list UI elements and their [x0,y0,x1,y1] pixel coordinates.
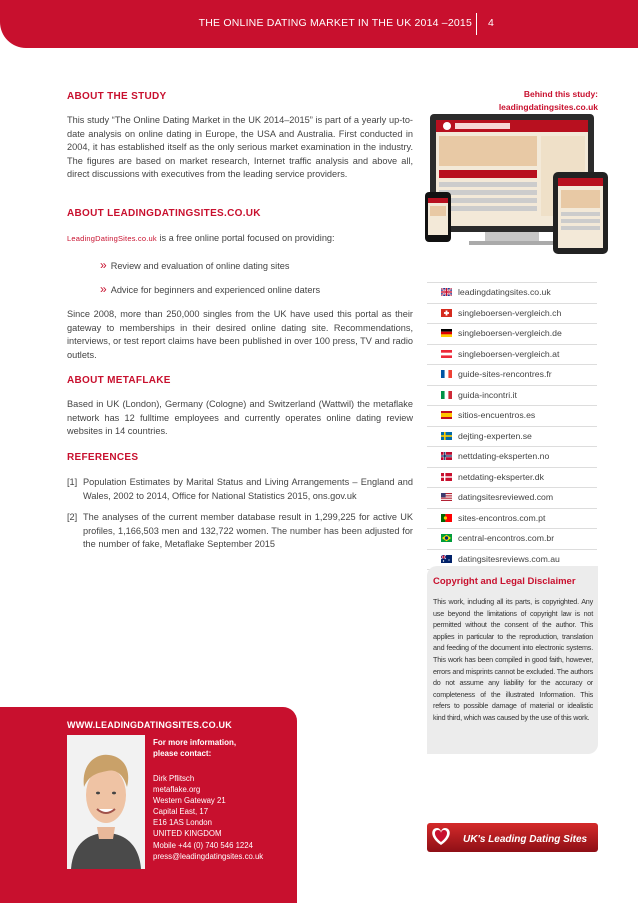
list-item[interactable]: datingsitesreviews.com.au [427,550,597,571]
list-item[interactable]: central-encontros.com.br [427,529,597,550]
header-divider [476,13,477,35]
list-item[interactable]: leadingdatingsites.co.uk [427,283,597,304]
about-metaflake-text: Based in UK (London), Germany (Cologne) and Switzerland (Wattwil) the metaflake network has 12 fulltime employees and currently operates online dating review websites in 14 countries. [67,399,413,436]
heading-references: REFERENCES [67,452,139,463]
header-title: THE ONLINE DATING MARKET IN THE UK 2014 –2015 [198,17,472,29]
site-list [427,282,597,570]
chevron-right-icon: » [100,258,107,272]
list-item[interactable]: guide-sites-rencontres.fr [427,365,597,386]
reference-item: [2] The analyses of the current member database result in 1,299,225 for active UK profiles, 1,166,503 men and 132,722 women. The number has been adjusted for the number of fake, Metaflake September 2015 [67,512,413,549]
list-item[interactable]: datingsitesreviewed.com [427,488,597,509]
uk-flag-icon [441,288,452,296]
heading-about-lds: ABOUT LEADINGDATINGSITES.CO.UK [67,208,261,219]
heading-about-metaflake: ABOUT METAFLAKE [67,375,171,386]
page-number: 4 [488,17,494,29]
about-lds-text: Since 2008, more than 250,000 singles from the UK have used this portal as their gateway to memberships in their desired online dating site. Recommendations, interviews, or test report claims have been published in over 100 press, TV and radio outlets. [67,309,413,360]
bullet-item: » Review and evaluation of online dating sites [100,258,290,272]
it-flag-icon [441,391,452,399]
bullet-item: » Advice for beginners and experienced online daters [100,282,321,296]
devices-illustration [425,112,610,262]
list-item[interactable]: sites-encontros.com.pt [427,509,597,530]
brand-name: LeadingDatingSites.co.uk [67,234,157,243]
about-lds-intro [67,232,413,246]
brand-logo [427,823,598,852]
behind-study: Behind this study: leadingdatingsites.co.uk [498,89,598,112]
contact-panel [0,707,297,903]
ch-flag-icon [441,309,452,317]
list-item[interactable]: singleboersen-vergleich.at [427,345,597,366]
contact-email[interactable]: press@leadingdatingsites.co.uk [153,851,264,861]
list-item[interactable]: guida-incontri.it [427,386,597,407]
disclaimer-text: This work, including all its parts, is copyrighted. Any use beyond the limitations of copyright law is not permitted without the consent of the author. This applies in particular to the reproduction, translation and feeding of the document into electronic systems. This work has been compiled in good faith, however, errors and misprints cannot be excluded. The authors do not assume any liability for the accuracy or completeness of the illustrated Information. This refers to possible damage of material or idealistic kind third, which was caused by the use of this work. [433,597,593,722]
disclaimer-box [427,566,598,754]
se-flag-icon [441,432,452,440]
us-flag-icon [441,493,452,501]
list-item[interactable]: dejting-experten.se [427,427,597,448]
reference-item: [1] Population Estimates by Marital Status and Living Arrangements – England and Wales, 2002 to 2014, Office for National Statistics 2015, ons.gov.uk [67,477,413,501]
pt-flag-icon [441,514,452,522]
page-header [0,0,638,48]
chevron-right-icon: » [100,282,107,296]
de-flag-icon [441,329,452,337]
list-item[interactable]: sitios-encuentros.es [427,406,597,427]
list-item[interactable]: singleboersen-vergleich.de [427,324,597,345]
disclaimer-title: Copyright and Legal Disclaimer [433,576,576,587]
intro-text: is a free online portal focused on providing: [156,233,335,243]
contact-details: Dirk Pflitsch metaflake.org Western Gateway 21 Capital East, 17 E16 1AS London UNITED KINGDOM Mobile +44 (0) 740 546 1224 press@leadingdatingsites.co.uk [153,774,264,861]
br-flag-icon [441,534,452,542]
au-flag-icon [441,555,452,563]
list-item[interactable]: nettdating-eksperten.no [427,447,597,468]
website-url[interactable]: WWW.LEADINGDATINGSITES.CO.UK [67,720,232,730]
heading-about-study: ABOUT THE STUDY [67,91,167,102]
at-flag-icon [441,350,452,358]
no-flag-icon [441,452,452,460]
list-item[interactable]: singleboersen-vergleich.ch [427,304,597,325]
logo-text: UK's Leading Dating Sites [463,834,588,845]
fr-flag-icon [441,370,452,378]
about-study-text: This study “The Online Dating Market in the UK 2014–2015” is part of a yearly up-to-date analysis on online dating in Europe, the USA and Australia. First conducted in 2004, it has established itself as the only serious market examination in the industry. The figures are based on market research, Internet traffic analysis and above all, direct discussions with executives from the leading service providers. [67,115,413,179]
contact-heading: For more information, please contact: [153,738,237,758]
contact-photo [67,735,145,869]
list-item[interactable]: netdating-eksperter.dk [427,468,597,489]
dk-flag-icon [441,473,452,481]
es-flag-icon [441,411,452,419]
